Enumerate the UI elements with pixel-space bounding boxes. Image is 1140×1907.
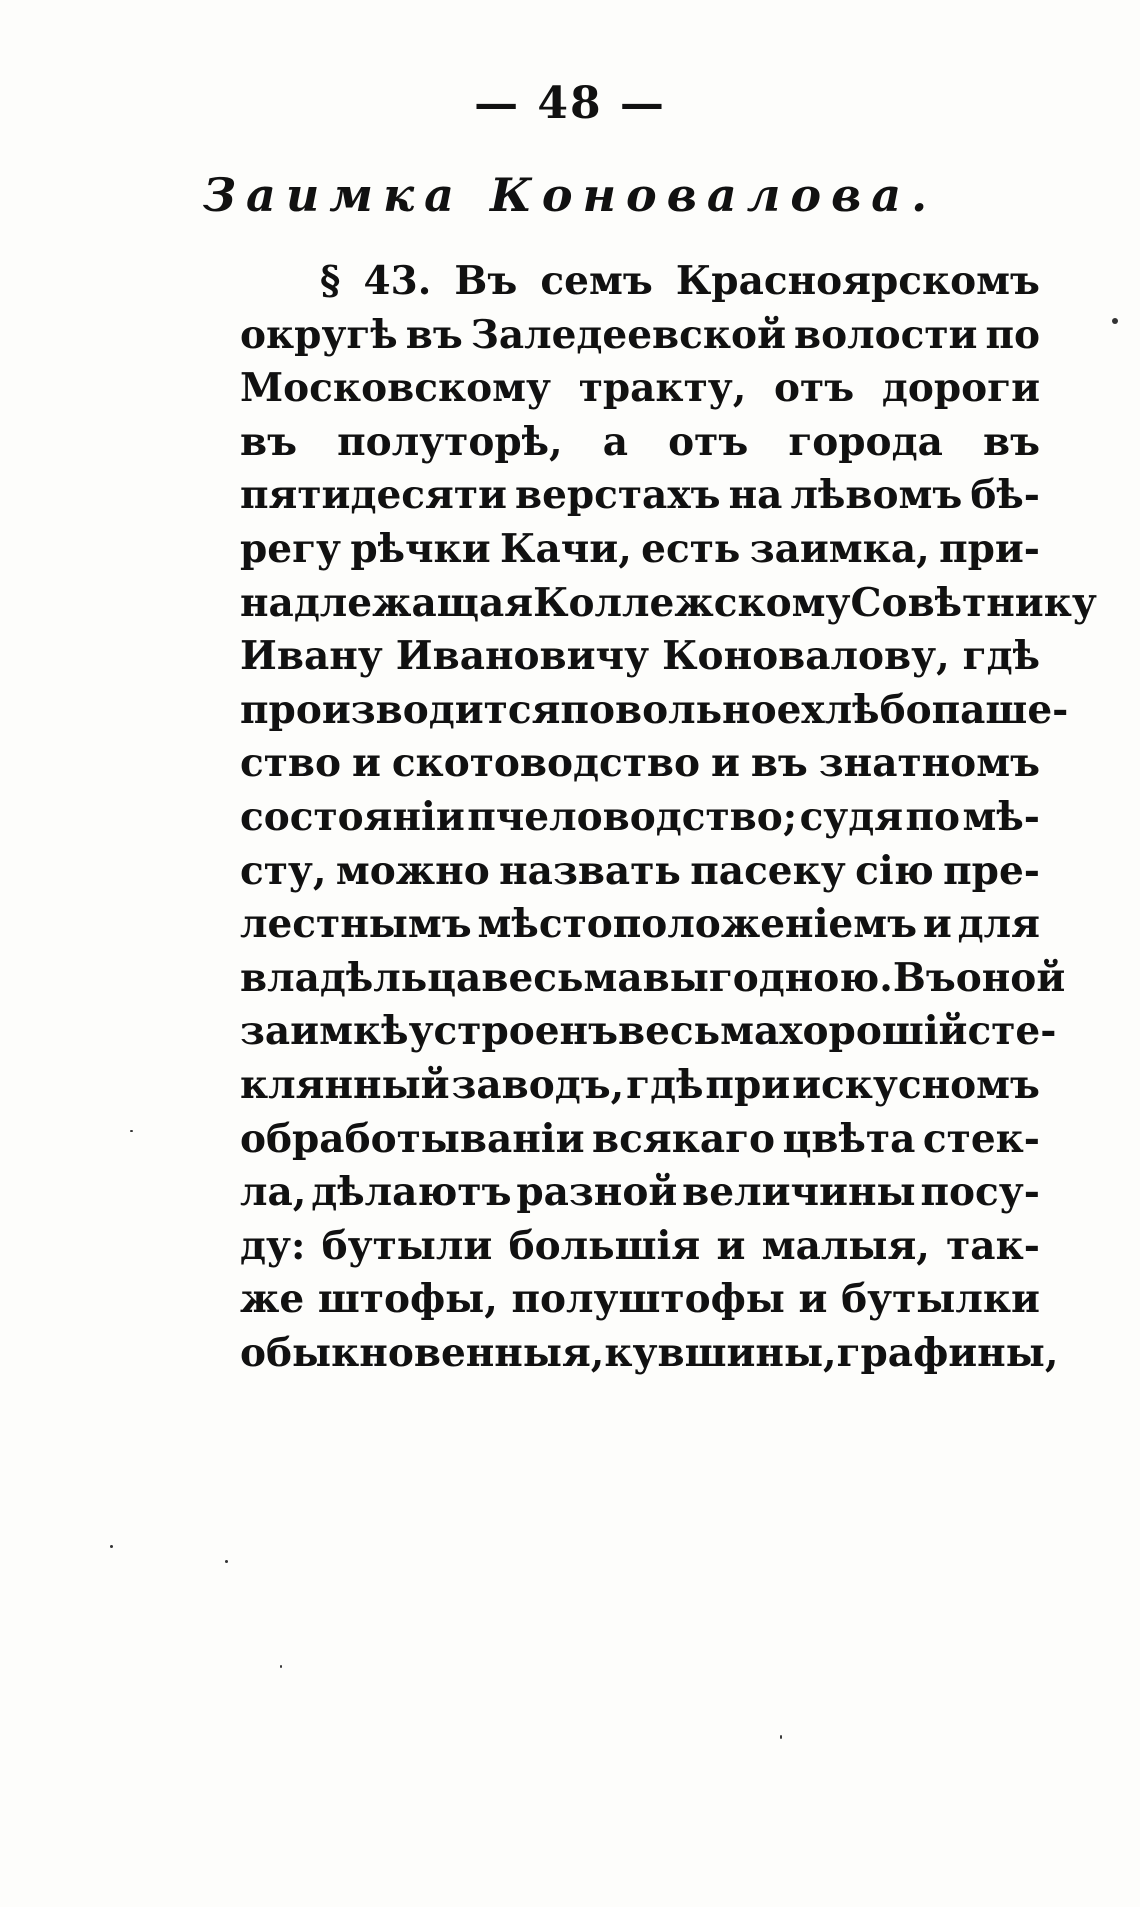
text-line: ла, дѣлаютъ разной величины посу- [240, 1169, 1040, 1216]
text-line: ство и скотоводство и въ знатномъ [240, 740, 1040, 787]
page-number: — 48 — [474, 78, 666, 129]
text-line: ду: бутыли большія и малыя, так- [240, 1222, 1040, 1269]
text-line: состояніи пчеловодство; судя по мѣ- [240, 793, 1040, 840]
text-line: пятидесяти верстахъ на лѣвомъ бѣ- [240, 472, 1040, 519]
text-line: обработываніи всякаго цвѣта стек- [240, 1115, 1040, 1162]
text-line: лестнымъ мѣстоположеніемъ и для [240, 901, 1040, 948]
text-line: округѣ въ Заледеевской волости по [240, 311, 1040, 358]
text-line: надлежащая Коллежскому Совѣтнику [240, 579, 1097, 626]
text-line: регу рѣчки Качи, есть заимка, при- [240, 525, 1040, 572]
text-line: клянный заводъ, гдѣ при искусномъ [240, 1061, 1040, 1108]
text-line: производится повольное хлѣбопаше- [240, 686, 1069, 733]
print-speck [280, 1665, 282, 1668]
print-speck [130, 1130, 133, 1132]
print-speck [110, 1545, 113, 1548]
text-line: владѣльца весьма выгодною. Въ оной [240, 954, 1066, 1001]
print-speck [780, 1735, 782, 1739]
body-paragraph [240, 255, 1097, 1380]
text-line: Ивану Ивановичу Коновалову, гдѣ [240, 633, 1040, 680]
print-speck [225, 1560, 228, 1563]
text-line: сту, можно назвать пасеку сію пре- [240, 847, 1040, 894]
section-heading: Заимка Коновалова. [202, 168, 938, 222]
text-line: въ полуторѣ, а отъ города въ [240, 418, 1040, 465]
text-line: заимкѣ устроенъ весьма хорошій сте- [240, 1008, 1057, 1055]
print-speck [1112, 318, 1118, 324]
text-line: § 43. Въ семъ Красноярскомъ [320, 258, 1040, 304]
text-line: обыкновенныя, кувшины, графины, [240, 1329, 1059, 1376]
text-line: Московскому тракту, отъ дороги [240, 365, 1040, 412]
text-line: же штофы, полуштофы и бутылки [240, 1276, 1040, 1323]
